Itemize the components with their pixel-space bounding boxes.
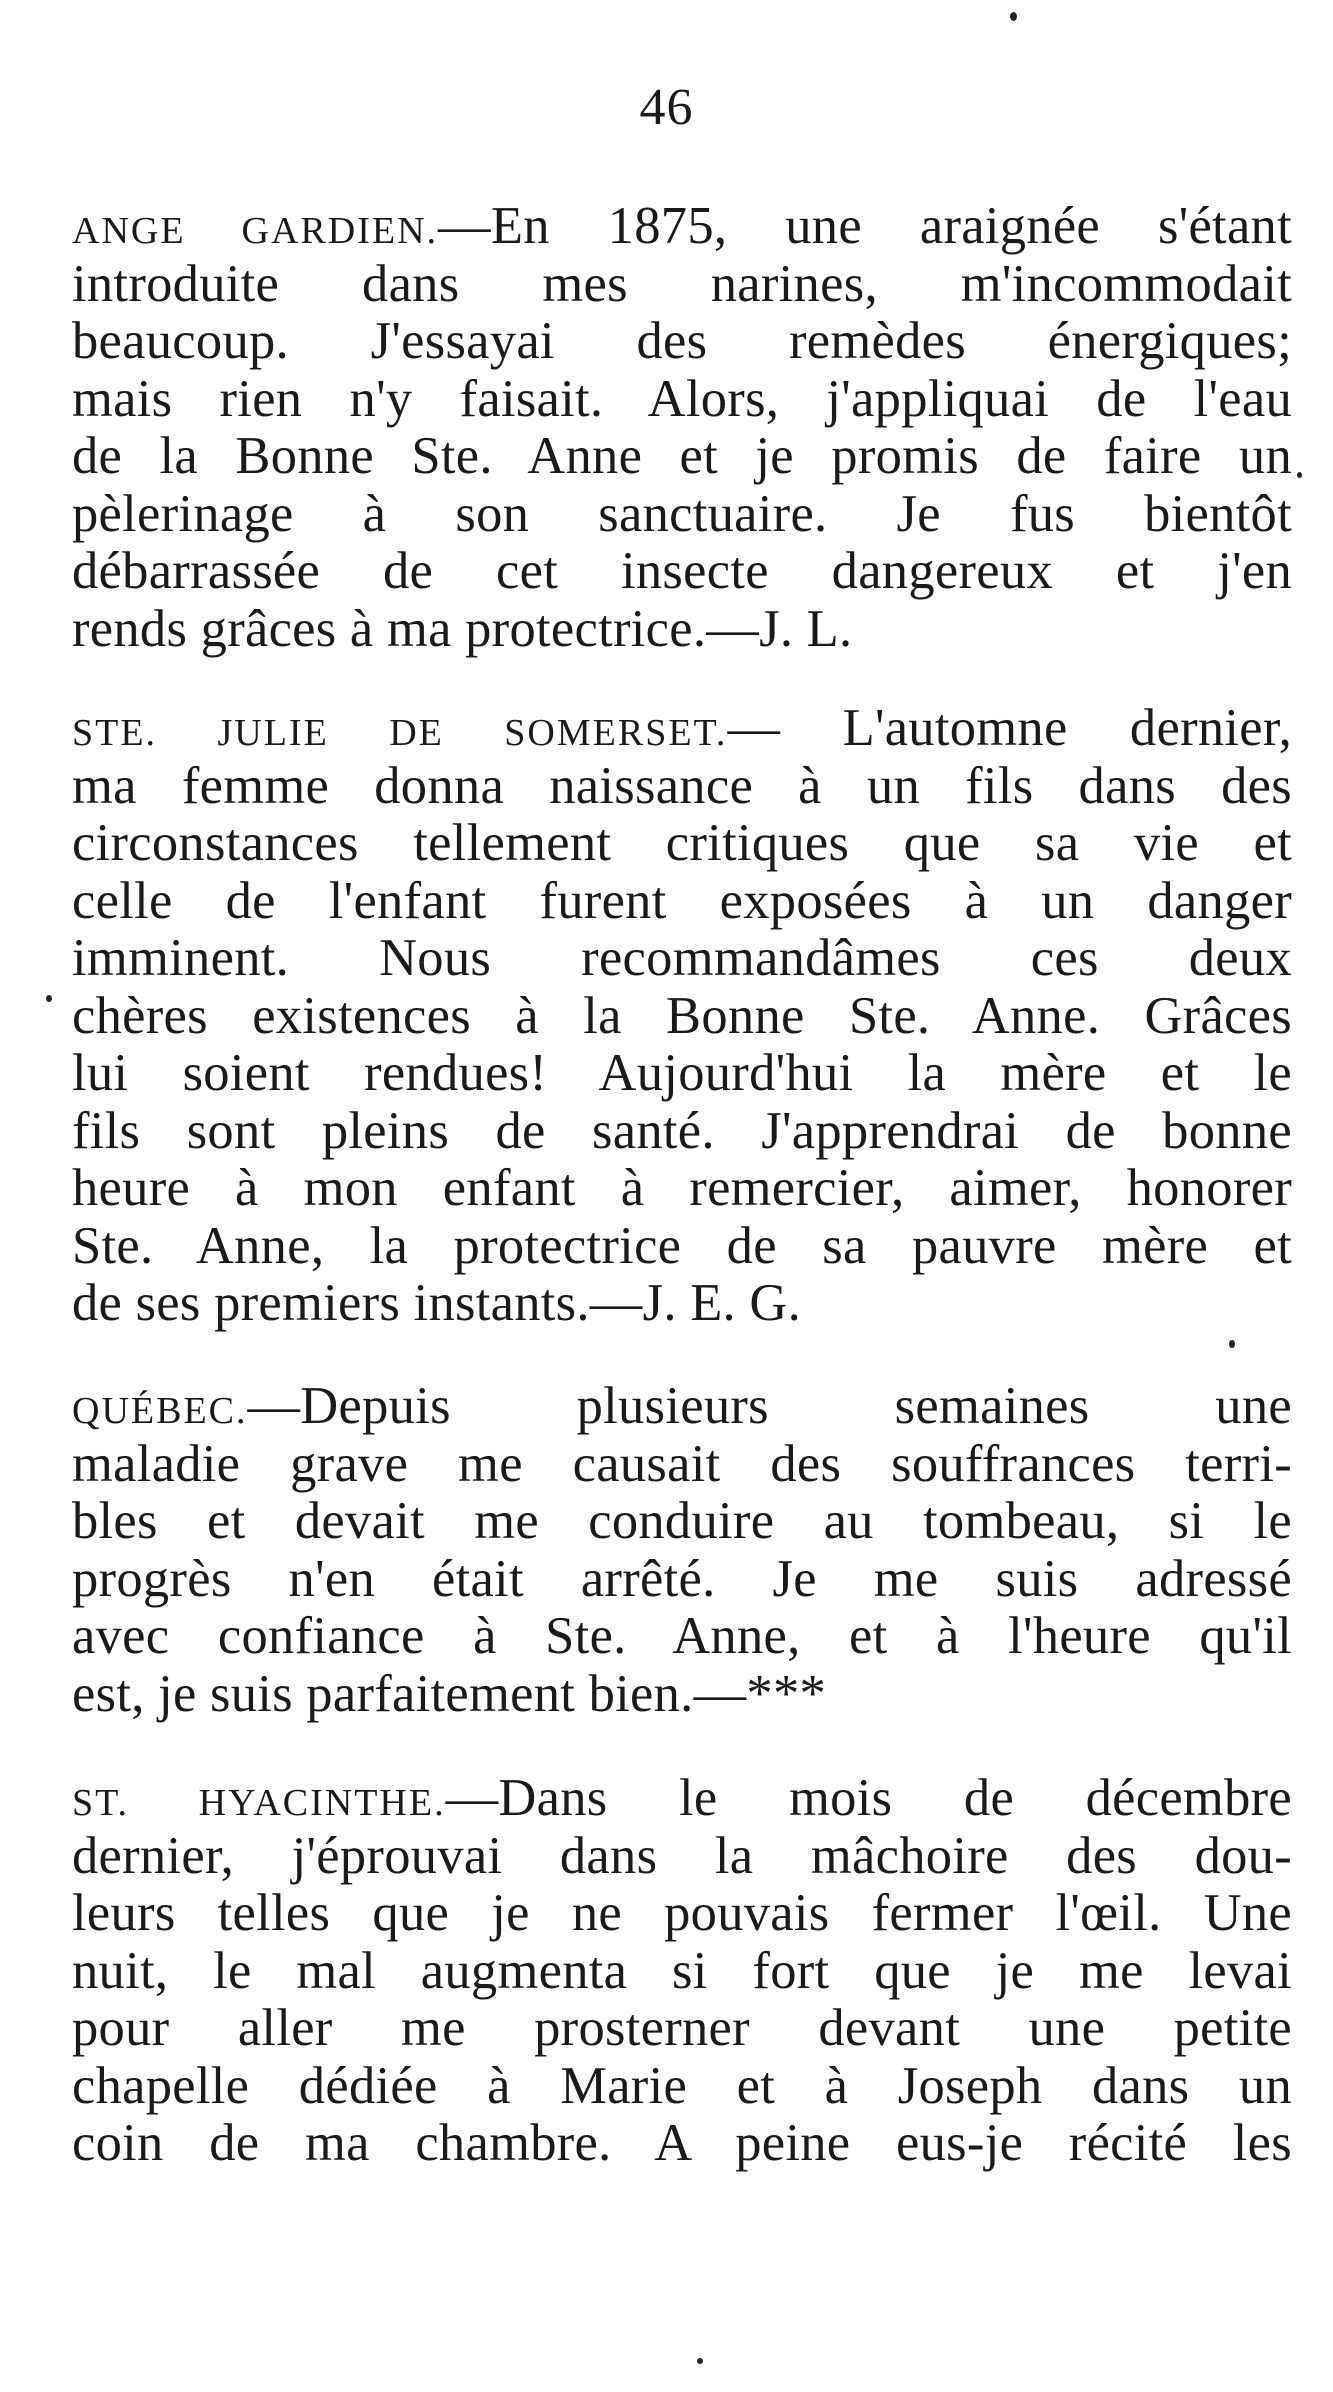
place-heading: STE. JULIE DE SOMERSET. bbox=[72, 712, 728, 754]
print-speck bbox=[46, 995, 52, 1002]
text-line: rends grâces à ma protectrice.—J. L. bbox=[72, 599, 853, 658]
text-line: leurs telles que je ne pouvais fermer l'œil. Une bbox=[72, 1884, 1292, 1942]
text-line: introduite dans mes narines, m'incommodait bbox=[72, 254, 1292, 313]
text-line: mais rien n'y faisait. Alors, j'appliquai de l'eau bbox=[72, 369, 1292, 428]
text-line: coin de ma chambre. A peine eus-je récité les bbox=[72, 2114, 1292, 2172]
testimony-ste-julie-de-somerset bbox=[72, 700, 1292, 1333]
text-line: maladie grave me causait des souffrances terri- bbox=[72, 1434, 1292, 1493]
line-text: — L'automne dernier, bbox=[727, 699, 1293, 757]
text-line: beaucoup. J'essayai des remèdes énergiques; bbox=[72, 312, 1292, 370]
text-line: pour aller me prosterner devant une petite bbox=[72, 1999, 1292, 2057]
text-line bbox=[72, 1770, 1292, 1828]
text-line: pèlerinage à son sanctuaire. Je fus bientôt bbox=[72, 484, 1292, 543]
line-text: —Dans le mois de décembre bbox=[445, 1769, 1293, 1827]
text-line: ma femme donna naissance à un fils dans des bbox=[72, 756, 1292, 815]
text-line: circonstances tellement critiques que sa vie et bbox=[72, 814, 1292, 872]
text-line: de ses premiers instants.—J. E. G. bbox=[72, 1274, 802, 1332]
text-line: de la Bonne Ste. Anne et je promis de faire un bbox=[72, 427, 1292, 485]
text-line: chapelle dédiée à Marie et à Joseph dans un bbox=[72, 2056, 1292, 2115]
line-text: —Depuis plusieurs semaines une bbox=[247, 1377, 1292, 1435]
text-line: avec confiance à Ste. Anne, et à l'heure qu'il bbox=[72, 1607, 1292, 1665]
text-line: imminent. Nous recommandâmes ces deux bbox=[72, 929, 1292, 987]
page-number: 46 bbox=[639, 79, 694, 136]
text-line bbox=[72, 1378, 1292, 1436]
testimony-quebec bbox=[72, 1378, 1292, 1723]
print-speck bbox=[1297, 472, 1302, 478]
text-line: lui soient rendues! Aujourd'hui la mère et le bbox=[72, 1044, 1292, 1102]
text-line: celle de l'enfant furent exposées à un danger bbox=[72, 871, 1292, 930]
text-line: progrès n'en était arrêté. Je me suis adressé bbox=[72, 1549, 1292, 1608]
text-line: bles et devait me conduire au tombeau, si le bbox=[72, 1492, 1292, 1550]
place-heading: ST. HYACINTHE. bbox=[72, 1782, 446, 1824]
testimony-ange-gardien bbox=[72, 198, 1292, 658]
place-heading: QUÉBEC. bbox=[72, 1390, 248, 1432]
text-line: heure à mon enfant à remercier, aimer, honorer bbox=[72, 1159, 1292, 1217]
testimony-st-hyacinthe bbox=[72, 1770, 1292, 2173]
text-line: nuit, le mal augmenta si fort que je me levai bbox=[72, 1941, 1292, 2000]
text-line: chères existences à la Bonne Ste. Anne. Grâces bbox=[72, 986, 1292, 1045]
text-line bbox=[72, 700, 1292, 758]
text-line: fils sont pleins de santé. J'apprendrai de bonne bbox=[72, 1101, 1292, 1160]
print-speck bbox=[697, 2358, 703, 2364]
text-line: Ste. Anne, la protectrice de sa pauvre mère et bbox=[72, 1216, 1292, 1275]
line-text: —En 1875, une araignée s'étant bbox=[438, 197, 1292, 255]
text-line bbox=[72, 198, 1292, 256]
print-speck bbox=[1010, 12, 1017, 21]
text-line: débarrassée de cet insecte dangereux et j'en bbox=[72, 542, 1292, 600]
place-heading: ANGE GARDIEN. bbox=[72, 210, 439, 252]
text-line: est, je suis parfaitement bien.—*** bbox=[72, 1664, 827, 1723]
print-speck bbox=[1229, 1340, 1235, 1348]
text-line: dernier, j'éprouvai dans la mâchoire des dou- bbox=[72, 1826, 1292, 1885]
